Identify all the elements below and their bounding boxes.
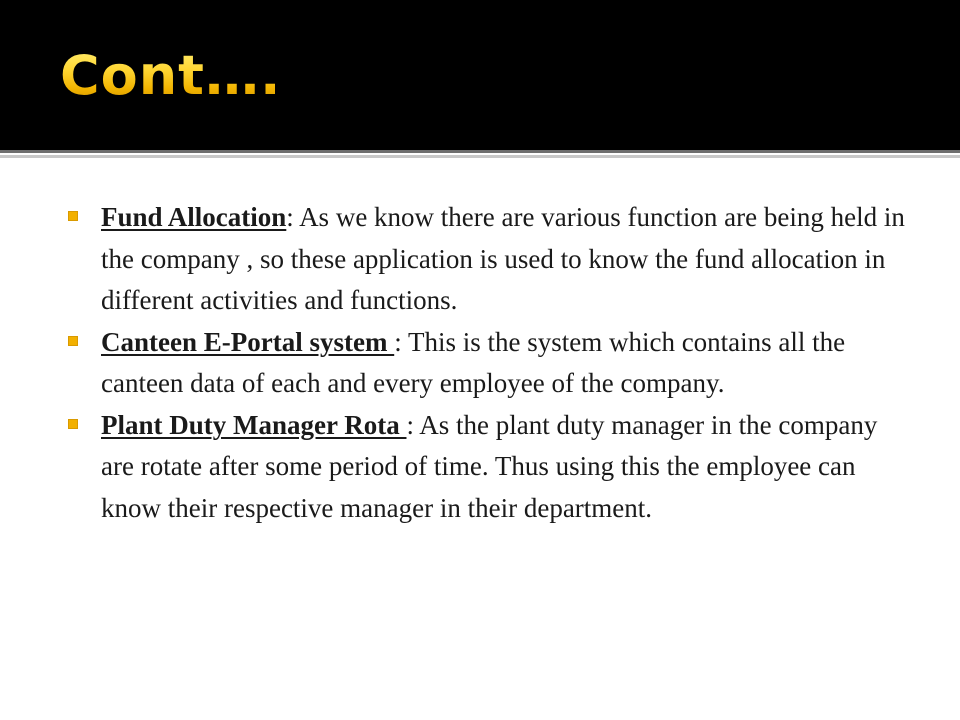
bullet-term: Fund Allocation	[101, 202, 287, 232]
title-divider-dark	[0, 150, 960, 153]
bullet-plant-duty-manager-rota	[68, 405, 908, 530]
square-bullet-icon	[68, 419, 78, 429]
slide-title: Cont….	[60, 44, 282, 107]
bullet-fund-allocation	[68, 197, 908, 322]
bullet-term: Plant Duty Manager Rota	[101, 409, 407, 440]
bullet-text: This is the system which contains all the canteen data of each and every employee of the company.	[101, 326, 846, 398]
bullet-text: As we know there are various function are being held in the company , so these application is used to know the fund allocation in different activities and functions.	[101, 202, 905, 315]
bullet-separator: :	[394, 326, 408, 357]
bullet-separator: :	[406, 409, 420, 440]
bullet-separator: :	[286, 202, 300, 232]
bullet-term: Canteen E-Portal system	[101, 326, 395, 357]
bullet-canteen-e-portal	[68, 322, 908, 405]
title-divider-light	[0, 155, 960, 158]
square-bullet-icon	[68, 336, 78, 346]
bullet-text: As the plant duty manager in the company are rotate after some period of time. Thus using this the employee can know their respective manager in their department.	[101, 409, 878, 523]
square-bullet-icon	[68, 211, 78, 221]
title-bar	[0, 0, 960, 150]
bullet-list	[68, 197, 908, 529]
